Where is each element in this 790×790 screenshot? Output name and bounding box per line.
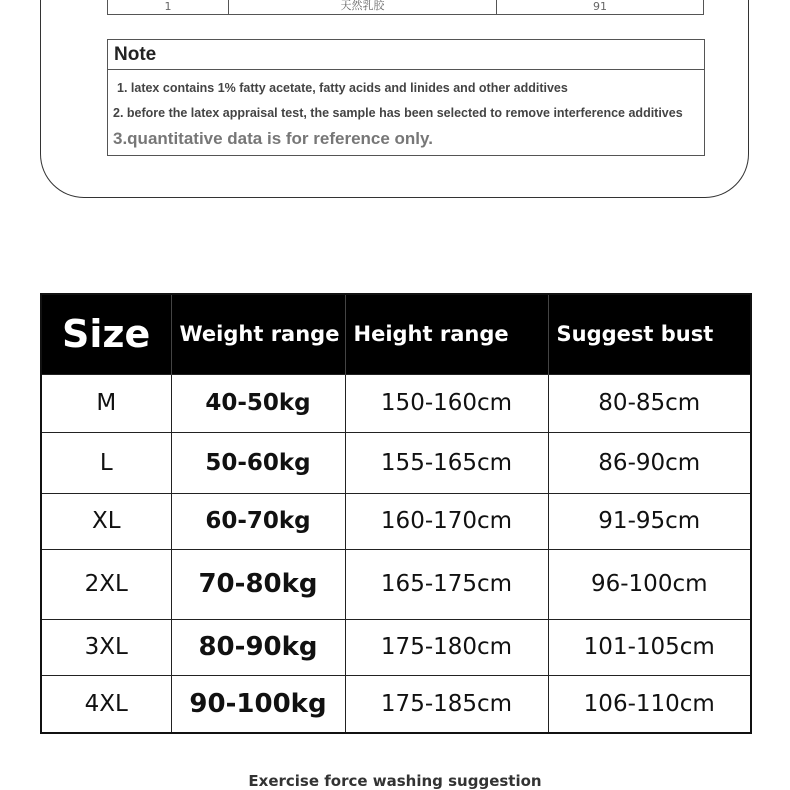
table-row [41,493,751,549]
cell-size: L [41,432,171,493]
table-row [41,549,751,619]
header-bust: Suggest bust [548,294,751,374]
table-row [41,675,751,733]
note-line-1: 1. latex contains 1% fatty acetate, fatty acids and linides and other additives [117,81,568,95]
cell-bust: 80-85cm [548,374,751,432]
table-row [41,619,751,675]
prev-cell-material: 天然乳胶 [229,0,497,14]
cell-height: 175-185cm [345,675,548,733]
cell-height: 165-175cm [345,549,548,619]
bottom-caption: Exercise force washing suggestion [248,772,542,790]
cell-bust: 106-110cm [548,675,751,733]
prev-cell-value: 91 [593,0,607,13]
size-chart-table [40,293,752,734]
cell-weight: 70-80kg [171,549,345,619]
cell-height: 155-165cm [345,432,548,493]
size-table-header [41,294,751,374]
cell-size: XL [41,493,171,549]
table-row [41,432,751,493]
cell-weight: 60-70kg [171,493,345,549]
cell-size: 4XL [41,675,171,733]
previous-table-row [107,0,704,15]
note-title: Note [108,40,704,70]
cell-weight: 90-100kg [171,675,345,733]
cell-bust: 86-90cm [548,432,751,493]
cell-weight: 50-60kg [171,432,345,493]
prev-cell-index: 1 [108,0,229,14]
note-box [107,39,705,156]
header-size: Size [41,294,171,374]
cell-weight: 40-50kg [171,374,345,432]
header-weight: Weight range [171,294,345,374]
cell-bust: 96-100cm [548,549,751,619]
cell-size: 3XL [41,619,171,675]
cell-bust: 101-105cm [548,619,751,675]
cell-size: 2XL [41,549,171,619]
cell-height: 160-170cm [345,493,548,549]
header-height: Height range [345,294,548,374]
cell-weight: 80-90kg [171,619,345,675]
note-line-3: 3.quantitative data is for reference only. [113,129,433,148]
note-line-2: 2. before the latex appraisal test, the sample has been selected to remove interference additives [113,106,683,120]
cell-size: M [41,374,171,432]
cell-height: 175-180cm [345,619,548,675]
cell-height: 150-160cm [345,374,548,432]
table-row [41,374,751,432]
cell-bust: 91-95cm [548,493,751,549]
